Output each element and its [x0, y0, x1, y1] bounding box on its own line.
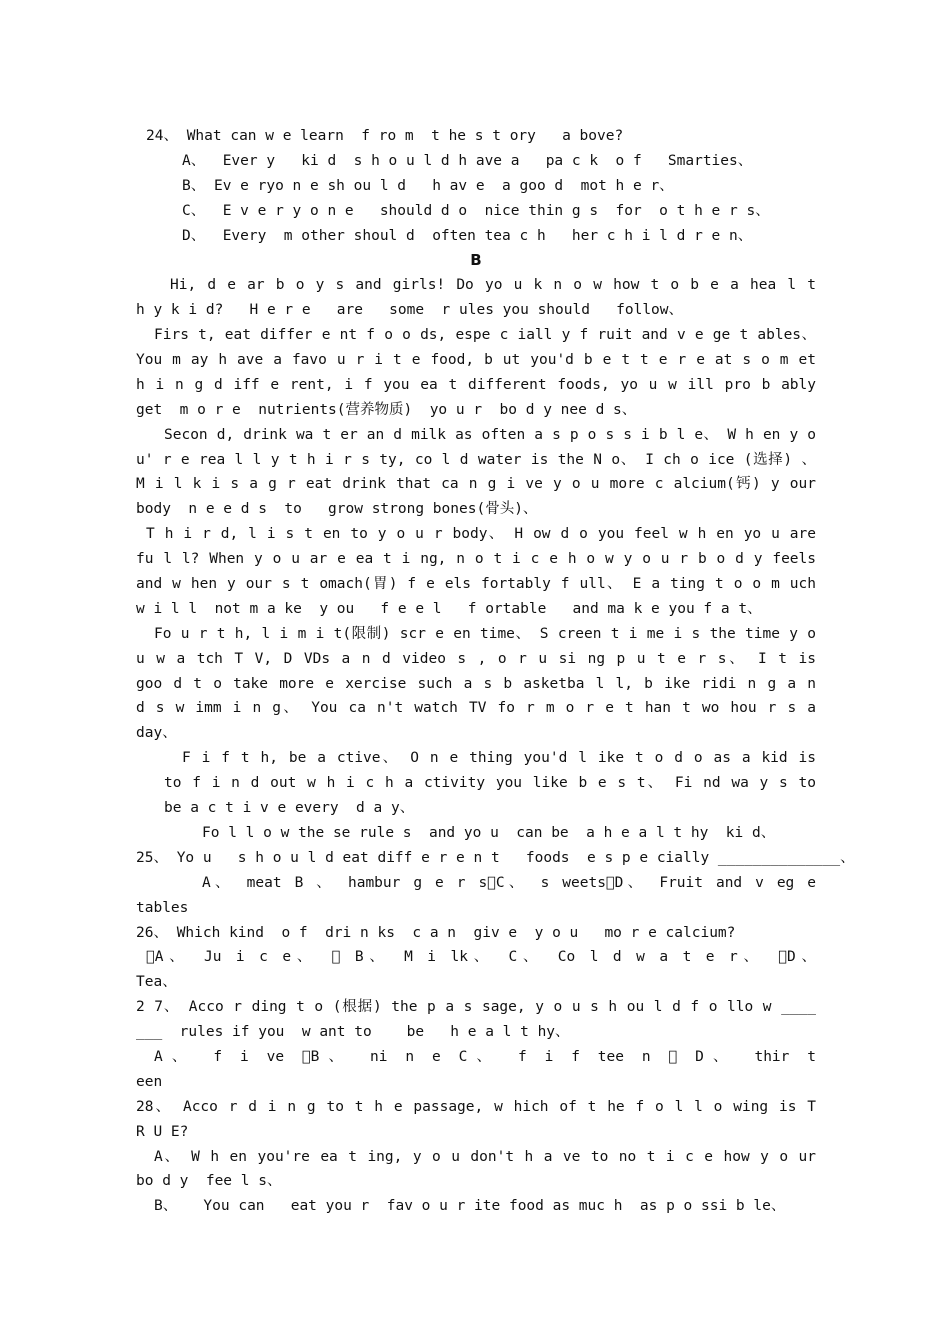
options-25: A、 meat B 、 hambur g e r s C、 s weets D、 Fruit and v eg e [202, 874, 816, 891]
passage-line: Fo l l o w the se rule s and yo u can be a h e a l t hy ki d、 [202, 824, 776, 841]
option-24-d: D、 Every m other shoul d often tea c h her c h i l d r e n、 [182, 227, 753, 244]
passage-line: You m ay h ave a favo u r i t e food, b ut you'd b e t t e r e at s o m et [136, 352, 816, 369]
passage-line: Firs t, eat differ e nt f o o ds, espe c iall y f ruit and v e ge t ables、 [154, 327, 816, 344]
passage-line: h i n g d iff e rent, i f you ea t different foods, yo u w ill pro b ably [136, 376, 816, 393]
passage-line: to f i n d out w h i c h a ctivity you like b e s t、 Fi nd wa y s to [164, 775, 816, 792]
passage-line: goo d t o take more e xercise such a s b asketba l l, b ike ridi n g a n [136, 675, 816, 692]
passage-line: be a c t i v e every d a y、 [164, 800, 415, 817]
passage-line: d s w imm i n g、 You ca n't watch TV fo r m o r e t han t wo hou r s a [136, 700, 816, 717]
passage-line: u w a tch T V, D VDs a n d video s , o r u si ng p u t e r s、 I t is [136, 650, 816, 667]
question-27: 2 7、 Acco r ding t o (根据) the p a s sage, y o u s h ou l d f o llo w ____ [136, 999, 816, 1016]
passage-line: M i l k i s a g r eat drink that ca n g i ve y o u more c alcium(钙) y our [136, 476, 816, 493]
passage-line: get m o r e nutrients(营养物质) yo u r bo d y nee d s、 [136, 401, 637, 418]
question-28-continued: R U E? [136, 1123, 189, 1140]
question-28: 28、 Acco r d i n g to t h e passage, w hich of t he f o l l o wing is T [136, 1098, 816, 1115]
question-24: 24、 What can w e learn f ro m t he s t ory a bove? [146, 128, 624, 144]
passage-line: F i f t h, be a ctive、 O n e thing you'd l ike t o d o as a kid is [182, 750, 816, 767]
document-page [136, 124, 855, 1219]
option-24-a: A、 Ever y ki d s h o u l d h ave a pa c k o f Smarties、 [182, 152, 753, 169]
option-28-a: A、 W h en you're ea t ing, y o u don't h a ve to no t i c e how y o ur [154, 1148, 816, 1165]
section-heading-b: B [470, 251, 482, 270]
question-27-continued: ___ rules if you w ant to be h e a l t hy、 [136, 1024, 570, 1041]
options-26:  A、 Ju i c e、   B、 M i lk、 C、 Co l d w a t e r、  D、 [146, 949, 816, 966]
option-28-b: B、 You can eat you r fav o u r ite food as muc h as p o ssi b le、 [154, 1198, 786, 1215]
option-28-a-continued: bo d y fee l s、 [136, 1173, 282, 1190]
options-26-continued: Tea、 [136, 974, 177, 991]
option-24-b: B、 Ev e ryo n e sh ou l d h av e a goo d mot h e r、 [182, 177, 674, 194]
passage-line: day、 [136, 725, 177, 742]
passage-line: h y k i d? H e r e are some r ules you should follow、 [136, 302, 684, 319]
question-26: 26、 Which kind o f dri n ks c a n giv e y o u mo r e calcium? [136, 924, 736, 941]
passage-line: Secon d, drink wa t er an d milk as often a s p o s s i b l e、 W h en y o [164, 426, 816, 443]
passage-line: Hi, d e ar b o y s and girls! Do yo u k n o w how t o b e a hea l t [170, 277, 816, 294]
passage-line: u' r e rea l l y t h i r s ty, co l d water is the N o、 I ch o ice (选择) 、 [136, 451, 816, 468]
question-25: 25、 Yo u s h o u l d eat diff e r e n t foods e s p e cially ______________、 [136, 849, 855, 866]
options-25-continued: tables [136, 899, 189, 916]
option-24-c: C、 E v e r y o n e should d o nice thin g s for o t h e r s、 [182, 202, 770, 219]
options-27-continued: een [136, 1073, 163, 1090]
passage-line: w i l l not m a ke y ou f e e l f ortable and ma k e you f a t、 [136, 600, 762, 617]
options-27: A、 f i ve  B、 ni n e C、 f i f tee n   D、 thir t [154, 1048, 816, 1065]
passage-line: T h i r d, l i s t en to y o u r body、 H ow d o you feel w h en yo u are [146, 526, 816, 543]
passage-line: body n e e d s to grow strong bones(骨头)、 [136, 501, 538, 518]
passage-line: fu l l? When y o u ar e ea t i ng, n o t i c e h o w y o u r b o d y feels [136, 551, 816, 568]
passage-line: Fo u r t h, l i m i t(限制) scr e en time、 S creen t i me i s the time y o [154, 625, 816, 642]
passage-line: and w hen y our s t omach(胃) f e els fortably f ull、 E a ting t o o m uch [136, 576, 816, 593]
